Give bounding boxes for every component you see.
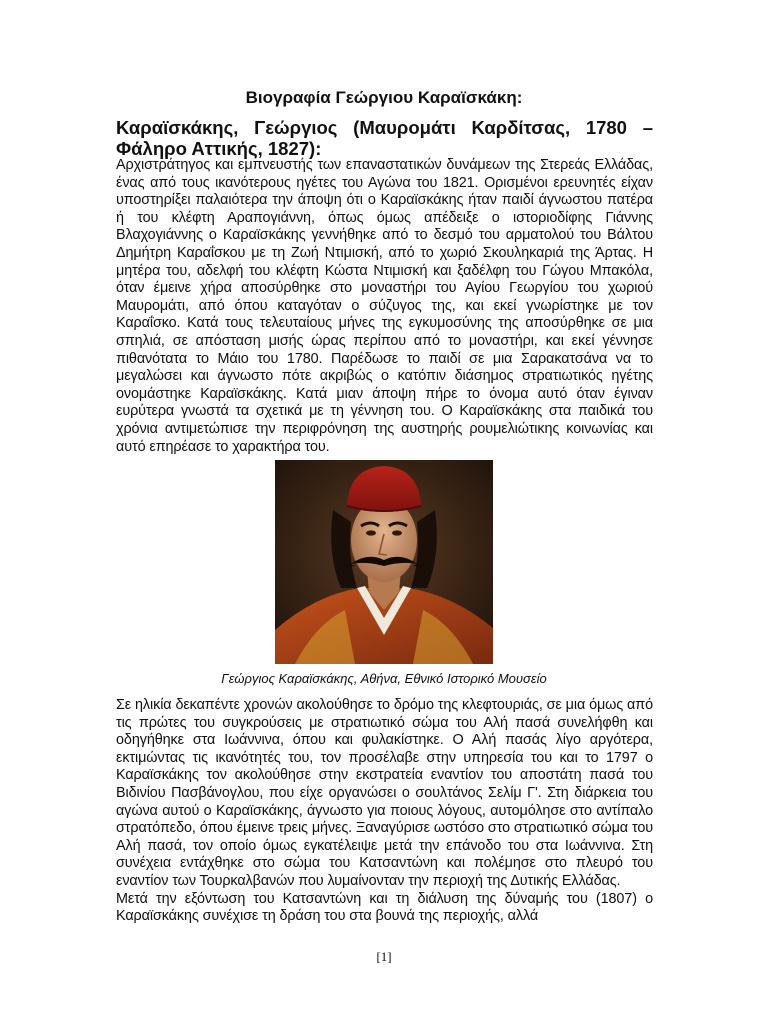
image-caption: Γεώργιος Καραϊσκάκης, Αθήνα, Εθνικό Ιστορικό Μουσείο [221, 671, 547, 686]
paragraph-youth: Σε ηλικία δεκαπέντε χρονών ακολούθησε το δρόμο της κλεφτουριάς, σε μια όμως από τις πρώτες του συγκρούσεις με στρατιωτικό σώμα του Αλή πασά συνελήφθη και οδηγήθηκε στα Ιωάννινα, όπου και φυλακίστηκε. Ο Αλή πασάς λίγο αργότερα, εκτιμώντας τις ικανότητές του, τον προσέλαβε στην υπηρεσία του και το 1797 ο Καραϊσκάκης τον ακολούθησε στην εκστρατεία εναντίον του αποστάτη πασά του Βιδινίου Πασβάνογλου, που είχε οργανώσει ο σουλτάνος Σελίμ Γ'. Στη διάρκεια του αγώνα αυτού ο Καραϊσκάκης, άγνωστο για ποιους λόγους, αυτομόλησε στο αντίπαλο στρατόπεδο, όπου έμεινε τρεις μήνες. Ξαναγύρισε ωστόσο στο στρατιωτικό σώμα του Αλή πασά, τον οποίο όμως εγκατέλειψε μετά την επάνοδο του στα Ιωάννινα. Στη συνέχεια εντάχθηκε στο σώμα του Κατσαντώνη και πολέμησε στο πλευρό του εναντίον των Τουρκαλβανών που λυμαίνονταν την περιοχή της Δυτικής Ελλάδας. [116, 697, 653, 889]
paragraph-intro: Αρχιστράτηγος και εμπνευστής των επαναστατικών δυνάμεων της Στερεάς Ελλάδας, ένας από τους ικανότερους ηγέτες του Αγώνα του 1821. Ορισμένοι ερευνητές είχαν υποστηρίξει παλαιότερα την άποψη ότι ο Καραϊσκάκης ήταν παιδί άγνωστου πατέρα ή του κλέφτη Αραπογιάννη, όπως όμως απέδειξε ο ιστοριοδίφης Γιάννης Βλαχογιάννης ο Καραϊσκάκης γεννήθηκε από το δεσμό του αρματολού του Βάλτου Δημήτρη Καραΐσκου με τη Ζωή Ντιμισκή, από το χωριό Σκουληκαριά της Άρτας. Η μητέρα του, αδελφή του κλέφτη Κώστα Ντιμισκή και ξαδέλφη του Γώγου Μπακόλα, όταν έμεινε χήρα αποσύρθηκε στο μοναστήρι του Αγίου Γεωργίου του χωριού Μαυρομάτι, από όπου καταγόταν ο σύζυγος της, και εκεί γνωρίστηκε με τον Καραΐσκο. Κατά τους τελευταίους μήνες της εγκυμοσύνης της αποσύρθηκε σε μια σπηλιά, σε απόσταση μισής ώρας περίπου από το μοναστήρι, και εκεί γέννησε πιθανότατα το Μάιο του 1780. Παρέδωσε το παιδί σε μια Σαρακατσάνα να το μεγαλώσει και άγνωστο πότε ακριβώς ο κατόπιν διάσημος στρατιωτικός ηγέτης ονομάστηκε Καραϊσκάκης. Κατά μιαν άποψη πήρε το όνομα αυτό όταν έγιναν ευρύτερα γνωστά τα σχετικά με τη γέννηση του. Ο Καραϊσκάκης στα παιδικά του χρόνια αντιμετώπισε την περιφρόνηση της αυστηρής ρουμελιώτικης κοινωνίας και αυτό επηρέασε το χαρακτήρα του. [116, 157, 653, 455]
portrait-image [275, 460, 493, 664]
biography-heading: Καραϊσκάκης, Γεώργιος (Μαυρομάτι Καρδίτσας, 1780 – Φάληρο Αττικής, 1827): [116, 117, 653, 159]
text-block-top [116, 157, 653, 456]
page-number: [1] [376, 949, 392, 964]
paragraph-continuation: Μετά την εξόντωση του Κατσαντώνη και τη διάλυση της δύναμής του (1807) ο Καραϊσκάκης συνέχισε τη δράση του στα βουνά της περιοχής, αλλά [116, 890, 653, 925]
document-title: Βιογραφία Γεώργιου Καραϊσκάκη: [245, 88, 523, 107]
text-block-bottom [116, 697, 653, 926]
